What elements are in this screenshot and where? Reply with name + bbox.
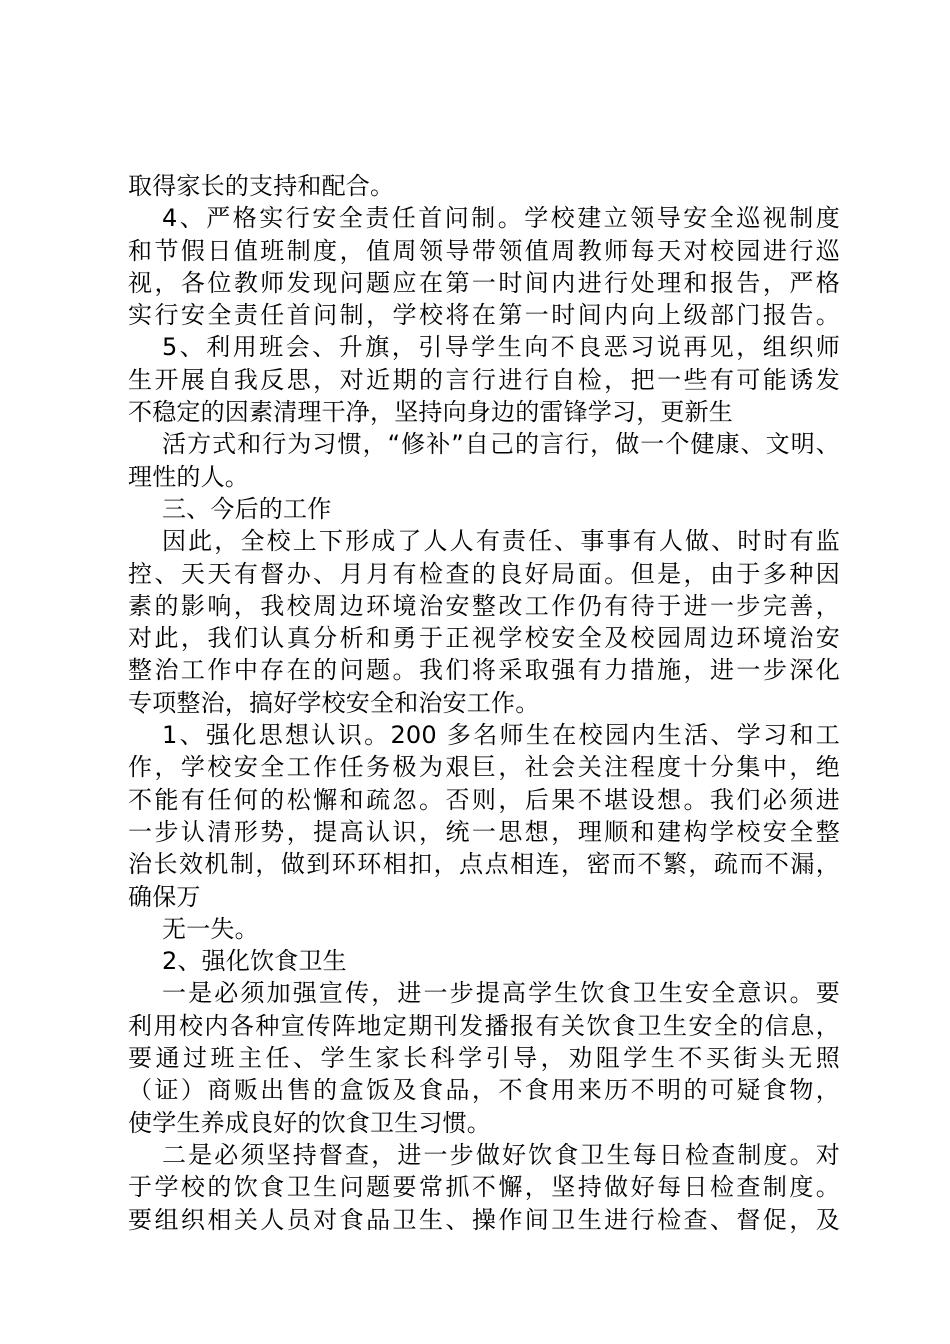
text-line: 不能有任何的松懈和疏忽。否则，后果不堪设想。我们必须进 (128, 785, 840, 814)
text-line: 生开展自我反思，对近期的言行进行自检，把一些有可能诱发 (128, 365, 840, 394)
text-line: 于学校的饮食卫生问题要常抓不懈，坚持做好每日检查制度。 (128, 1173, 840, 1202)
text-line: 2、强化饮食卫生 (162, 947, 347, 976)
text-line: 专项整治，搞好学校安全和治安工作。 (128, 688, 540, 717)
text-line: 一步认清形势，提高认识，统一思想，理顺和建构学校安全整 (128, 817, 840, 846)
text-line: 整治工作中存在的问题。我们将采取强有力措施，进一步深化 (128, 656, 840, 685)
text-line: 一是必须加强宣传，进一步提高学生饮食卫生安全意识。要 (162, 979, 840, 1008)
text-line: 要组织相关人员对食品卫生、操作间卫生进行检查、督促，及 (128, 1205, 840, 1234)
text-line: 使学生养成良好的饮食卫生习惯。 (128, 1108, 491, 1137)
text-line: 实行安全责任首问制，学校将在第一时间内向上级部门报告。 (128, 301, 840, 330)
text-line: 因此，全校上下形成了人人有责任、事事有人做、时时有监 (162, 527, 840, 556)
text-line: 三、今后的工作 (162, 494, 332, 523)
text-line: 素的影响，我校周边环境治安整改工作仍有待于进一步完善， (128, 591, 840, 620)
document-page (128, 170, 840, 1236)
text-line: 要通过班主任、学生家长科学引导，劝阻学生不买街头无照 (128, 1044, 840, 1073)
text-line: 取得家长的支持和配合。 (128, 172, 395, 200)
text-line: 视，各位教师发现问题应在第一时间内进行处理和报告，严格 (128, 268, 840, 297)
text-line: 不稳定的因素清理干净，坚持向身边的雷锋学习，更新生 (128, 398, 733, 427)
text-line: 5、利用班会、升旗，引导学生向不良恶习说再见，组织师 (162, 333, 840, 362)
text-line: 理性的人。 (128, 462, 249, 491)
text-line: 确保万 (128, 882, 201, 911)
text-line: 1、强化思想认识。200 多名师生在校园内生活、学习和工 (162, 721, 840, 750)
text-line: 4、严格实行安全责任首问制。学校建立领导安全巡视制度 (162, 204, 840, 233)
text-line: （证）商贩出售的盒饭及食品，不食用来历不明的可疑食物， (128, 1076, 840, 1105)
text-line: 控、天天有督办、月月有检查的良好局面。但是，由于多种因 (128, 559, 840, 588)
text-line: 二是必须坚持督查，进一步做好饮食卫生每日检查制度。对 (162, 1140, 840, 1169)
text-line: 治长效机制，做到环环相扣，点点相连，密而不繁，疏而不漏， (128, 850, 840, 879)
text-line: 无一失。 (162, 914, 259, 943)
text-line: 活方式和行为习惯，“修补”自己的言行，做一个健康、文明、 (162, 430, 840, 459)
text-line: 和节假日值班制度，值周领导带领值周教师每天对校园进行巡 (128, 236, 840, 265)
text-line: 作，学校安全工作任务极为艰巨，社会关注程度十分集中，绝 (128, 753, 840, 782)
text-line: 利用校内各种宣传阵地定期刊发播报有关饮食卫生安全的信息， (128, 1011, 840, 1040)
text-line: 对此，我们认真分析和勇于正视学校安全及校园周边环境治安 (128, 624, 840, 653)
